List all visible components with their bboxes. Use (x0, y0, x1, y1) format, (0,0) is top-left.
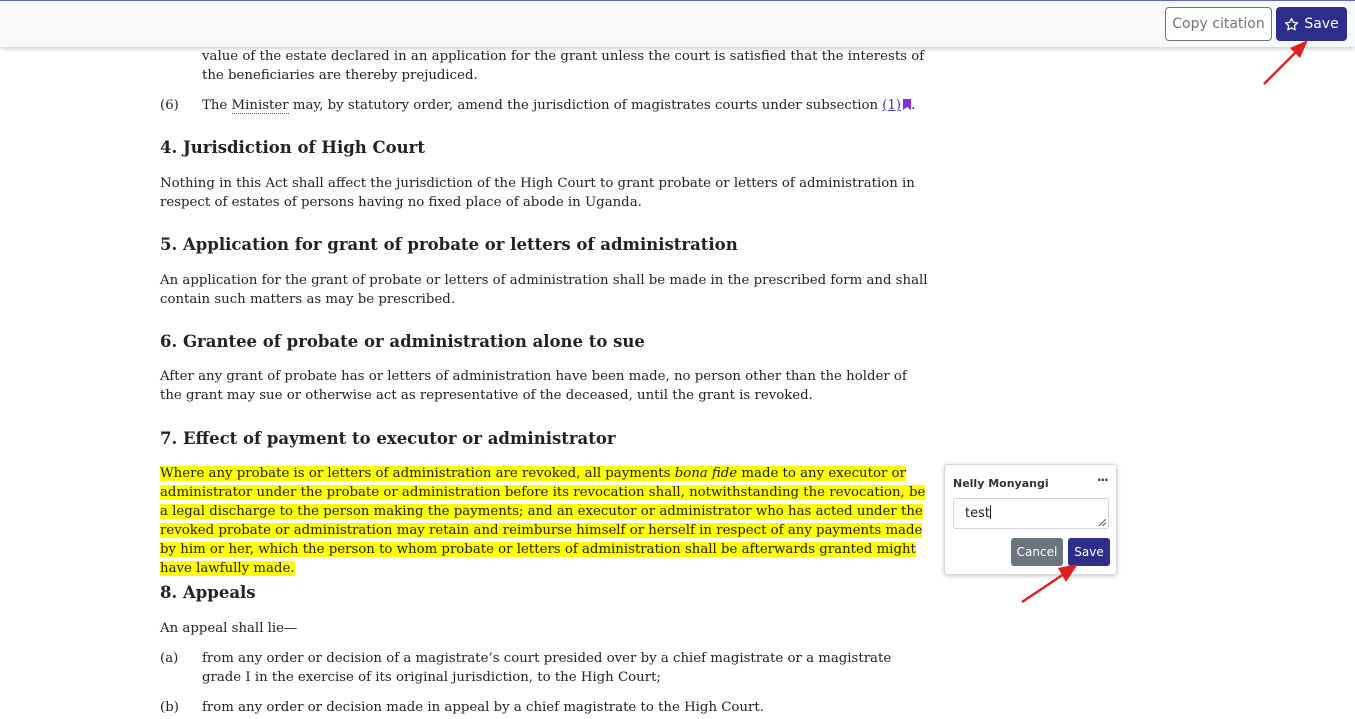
section-5-heading: 5. Application for grant of probate or letters of administration (160, 235, 738, 254)
highlighted-text[interactable]: Where any probate is or letters of administration are revoked, all payments bona fide made to any executor or administrator under the probate or administration before its revocation shall, notwithstanding the revocation, be a legal discharge to the person making the payments; and an executor or administrator who has acted under the revoked probate or administration may retain and reimburse himself or herself in respect of any payments made by him or her, which the person to whom probate or letters of administration shall be afterwards granted might have lawfully made. (160, 466, 926, 576)
star-icon (1284, 17, 1299, 32)
appeal-item-number: (b) (160, 700, 179, 715)
subsection-link[interactable]: (1) (882, 98, 902, 113)
section-4-heading: 4. Jurisdiction of High Court (160, 138, 425, 157)
arrow-annotation-icon (1258, 34, 1314, 90)
section-7-body (160, 464, 932, 578)
arrow-annotation-icon (1018, 560, 1082, 606)
document-toolbar (0, 0, 1355, 47)
section-8-heading: 8. Appeals (160, 583, 256, 602)
appeal-item-number: (a) (160, 651, 179, 666)
section-7-heading: 7. Effect of payment to executor or administrator (160, 429, 616, 448)
subsection-continuation: value of the estate declared in an application for the grant unless the court is satisfied that the interests of the beneficiaries are thereby prejudiced. (202, 49, 925, 83)
term-minister[interactable]: Minister (231, 98, 289, 113)
annotation-card (944, 464, 1117, 575)
section-6-body: After any grant of probate has or letters of administration have been made, no person other than the holder of the grant may sue or otherwise act as representative of the deceased, until the grant is revoked. (160, 369, 907, 403)
save-button-label: Save (1304, 16, 1339, 32)
resize-handle-icon[interactable] (1099, 519, 1106, 526)
section-8-body: An appeal shall lie— (160, 621, 298, 636)
section-4-body: Nothing in this Act shall affect the jurisdiction of the High Court to grant probate or letters of administration in respect of estates of persons having no fixed place of abode in Uganda. (160, 176, 915, 210)
comment-textarea[interactable] (953, 498, 1109, 529)
cancel-button[interactable]: Cancel (1011, 538, 1063, 566)
comment-text: test (965, 506, 990, 521)
appeal-item-text: from any order or decision of a magistrate’s court presided over by a chief magistrate or a magistrate grade I in the exercise of its original jurisdiction, to the High Court; (202, 651, 892, 685)
comment-author: Nelly Monyangi (953, 477, 1049, 490)
section-6-heading: 6. Grantee of probate or administration alone to sue (160, 332, 645, 351)
bookmark-icon[interactable] (903, 99, 911, 110)
subsection-number: (6) (160, 98, 179, 113)
more-options-icon[interactable]: ··· (1097, 473, 1108, 487)
appeal-item-text: from any order or decision made in appeal by a chief magistrate to the High Court. (202, 700, 764, 715)
comment-save-button[interactable]: Save (1068, 538, 1110, 566)
text-caret (990, 505, 991, 519)
copy-citation-button[interactable]: Copy citation (1165, 7, 1272, 41)
subsection-text: The Minister may, by statutory order, amend the jurisdiction of magistrates courts under subsection (1) . (202, 98, 916, 113)
section-5-body: An application for the grant of probate or letters of administration shall be made in the prescribed form and shall contain such matters as may be prescribed. (160, 273, 928, 307)
